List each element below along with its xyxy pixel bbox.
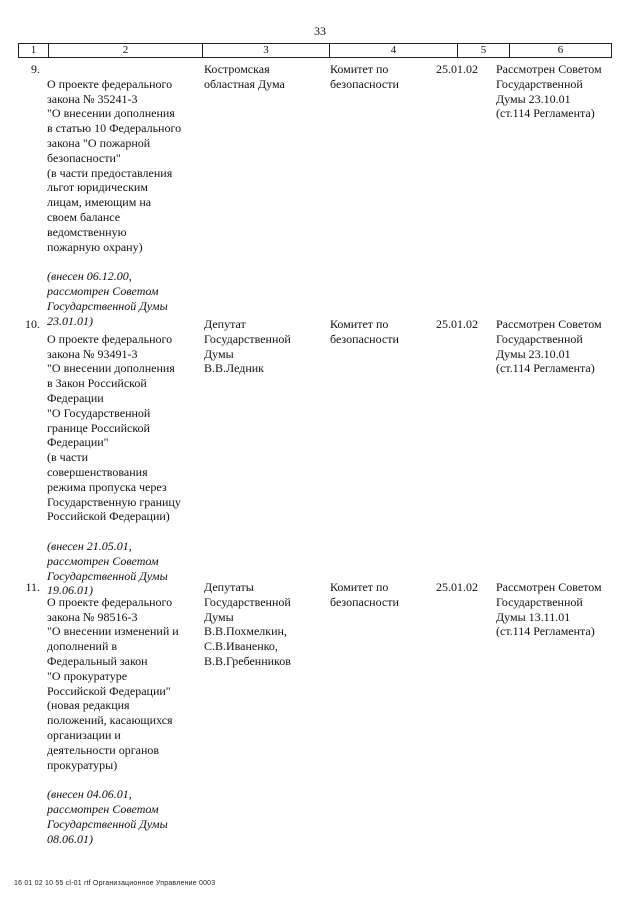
bill-author: Костромская областная Дума (204, 62, 285, 91)
bill-description (47, 62, 202, 343)
date: 25.01.02 (436, 62, 478, 76)
bill-author: Депутаты Государственной Думы В.В.Похмелкин, С.В.Иваненко, В.В.Гребенников (204, 580, 291, 668)
page-number: 33 (314, 24, 326, 38)
bill-note: (внесен 04.06.01, рассмотрен Советом Государственной Думы 08.06.01) (47, 787, 168, 846)
row-number: 9. (31, 62, 40, 76)
document-footer: 16 01 02 10 55 cl-01 rtf Организационное Управление 0003 (14, 880, 216, 887)
column-header: 5 (458, 44, 510, 57)
column-header: 4 (330, 44, 458, 57)
bill-note: (внесен 21.05.01, рассмотрен Советом Государственной Думы 19.06.01) (47, 538, 168, 598)
date: 25.01.02 (436, 580, 478, 594)
decision: Рассмотрен Советом Государственной Думы 23.10.01 (ст.114 Регламента) (496, 317, 602, 376)
committee: Комитет по безопасности (330, 580, 399, 609)
table-header (18, 43, 612, 58)
bill-note: (внесен 06.12.00, рассмотрен Советом Государственной Думы 23.01.01) (47, 269, 168, 328)
committee: Комитет по безопасности (330, 62, 399, 91)
committee: Комитет по безопасности (330, 317, 399, 346)
bill-text: О проекте федерального закона № 93491-3 "О внесении дополнения в Закон Российской Федерации "О Государственной границе Российской Федерации" (в части совершенствования режима пропуска через Государственную границу Российской Федерации) (47, 331, 181, 524)
column-header: 3 (203, 44, 330, 57)
date: 25.01.02 (436, 317, 478, 331)
bill-text: О проекте федерального закона № 35241-3 "О внесении дополнения в статью 10 Федерального закона "О пожарной безопасности" (в части предоставления льгот юридическим лицам, имеющим на своем балансе ведомственную пожарную охрану) (47, 76, 182, 254)
bill-description (47, 580, 202, 861)
row-number: 10. (25, 317, 40, 331)
column-header: 6 (557, 44, 564, 56)
decision: Рассмотрен Советом Государственной Думы 13.11.01 (ст.114 Регламента) (496, 580, 602, 639)
column-header: 1 (19, 44, 49, 57)
bill-text: О проекте федерального закона № 98516-3 "О внесении изменений и дополнений в Федеральный закон "О прокуратуре Российской Федерации" (новая редакция положений, касающихся организации и деятельности органов прокуратуры) (47, 594, 179, 772)
row-number: 11. (25, 580, 40, 594)
column-header: 2 (49, 44, 203, 57)
decision: Рассмотрен Советом Государственной Думы 23.10.01 (ст.114 Регламента) (496, 62, 602, 121)
bill-description (47, 317, 202, 613)
bill-author: Депутат Государственной Думы В.В.Ледник (204, 317, 291, 376)
